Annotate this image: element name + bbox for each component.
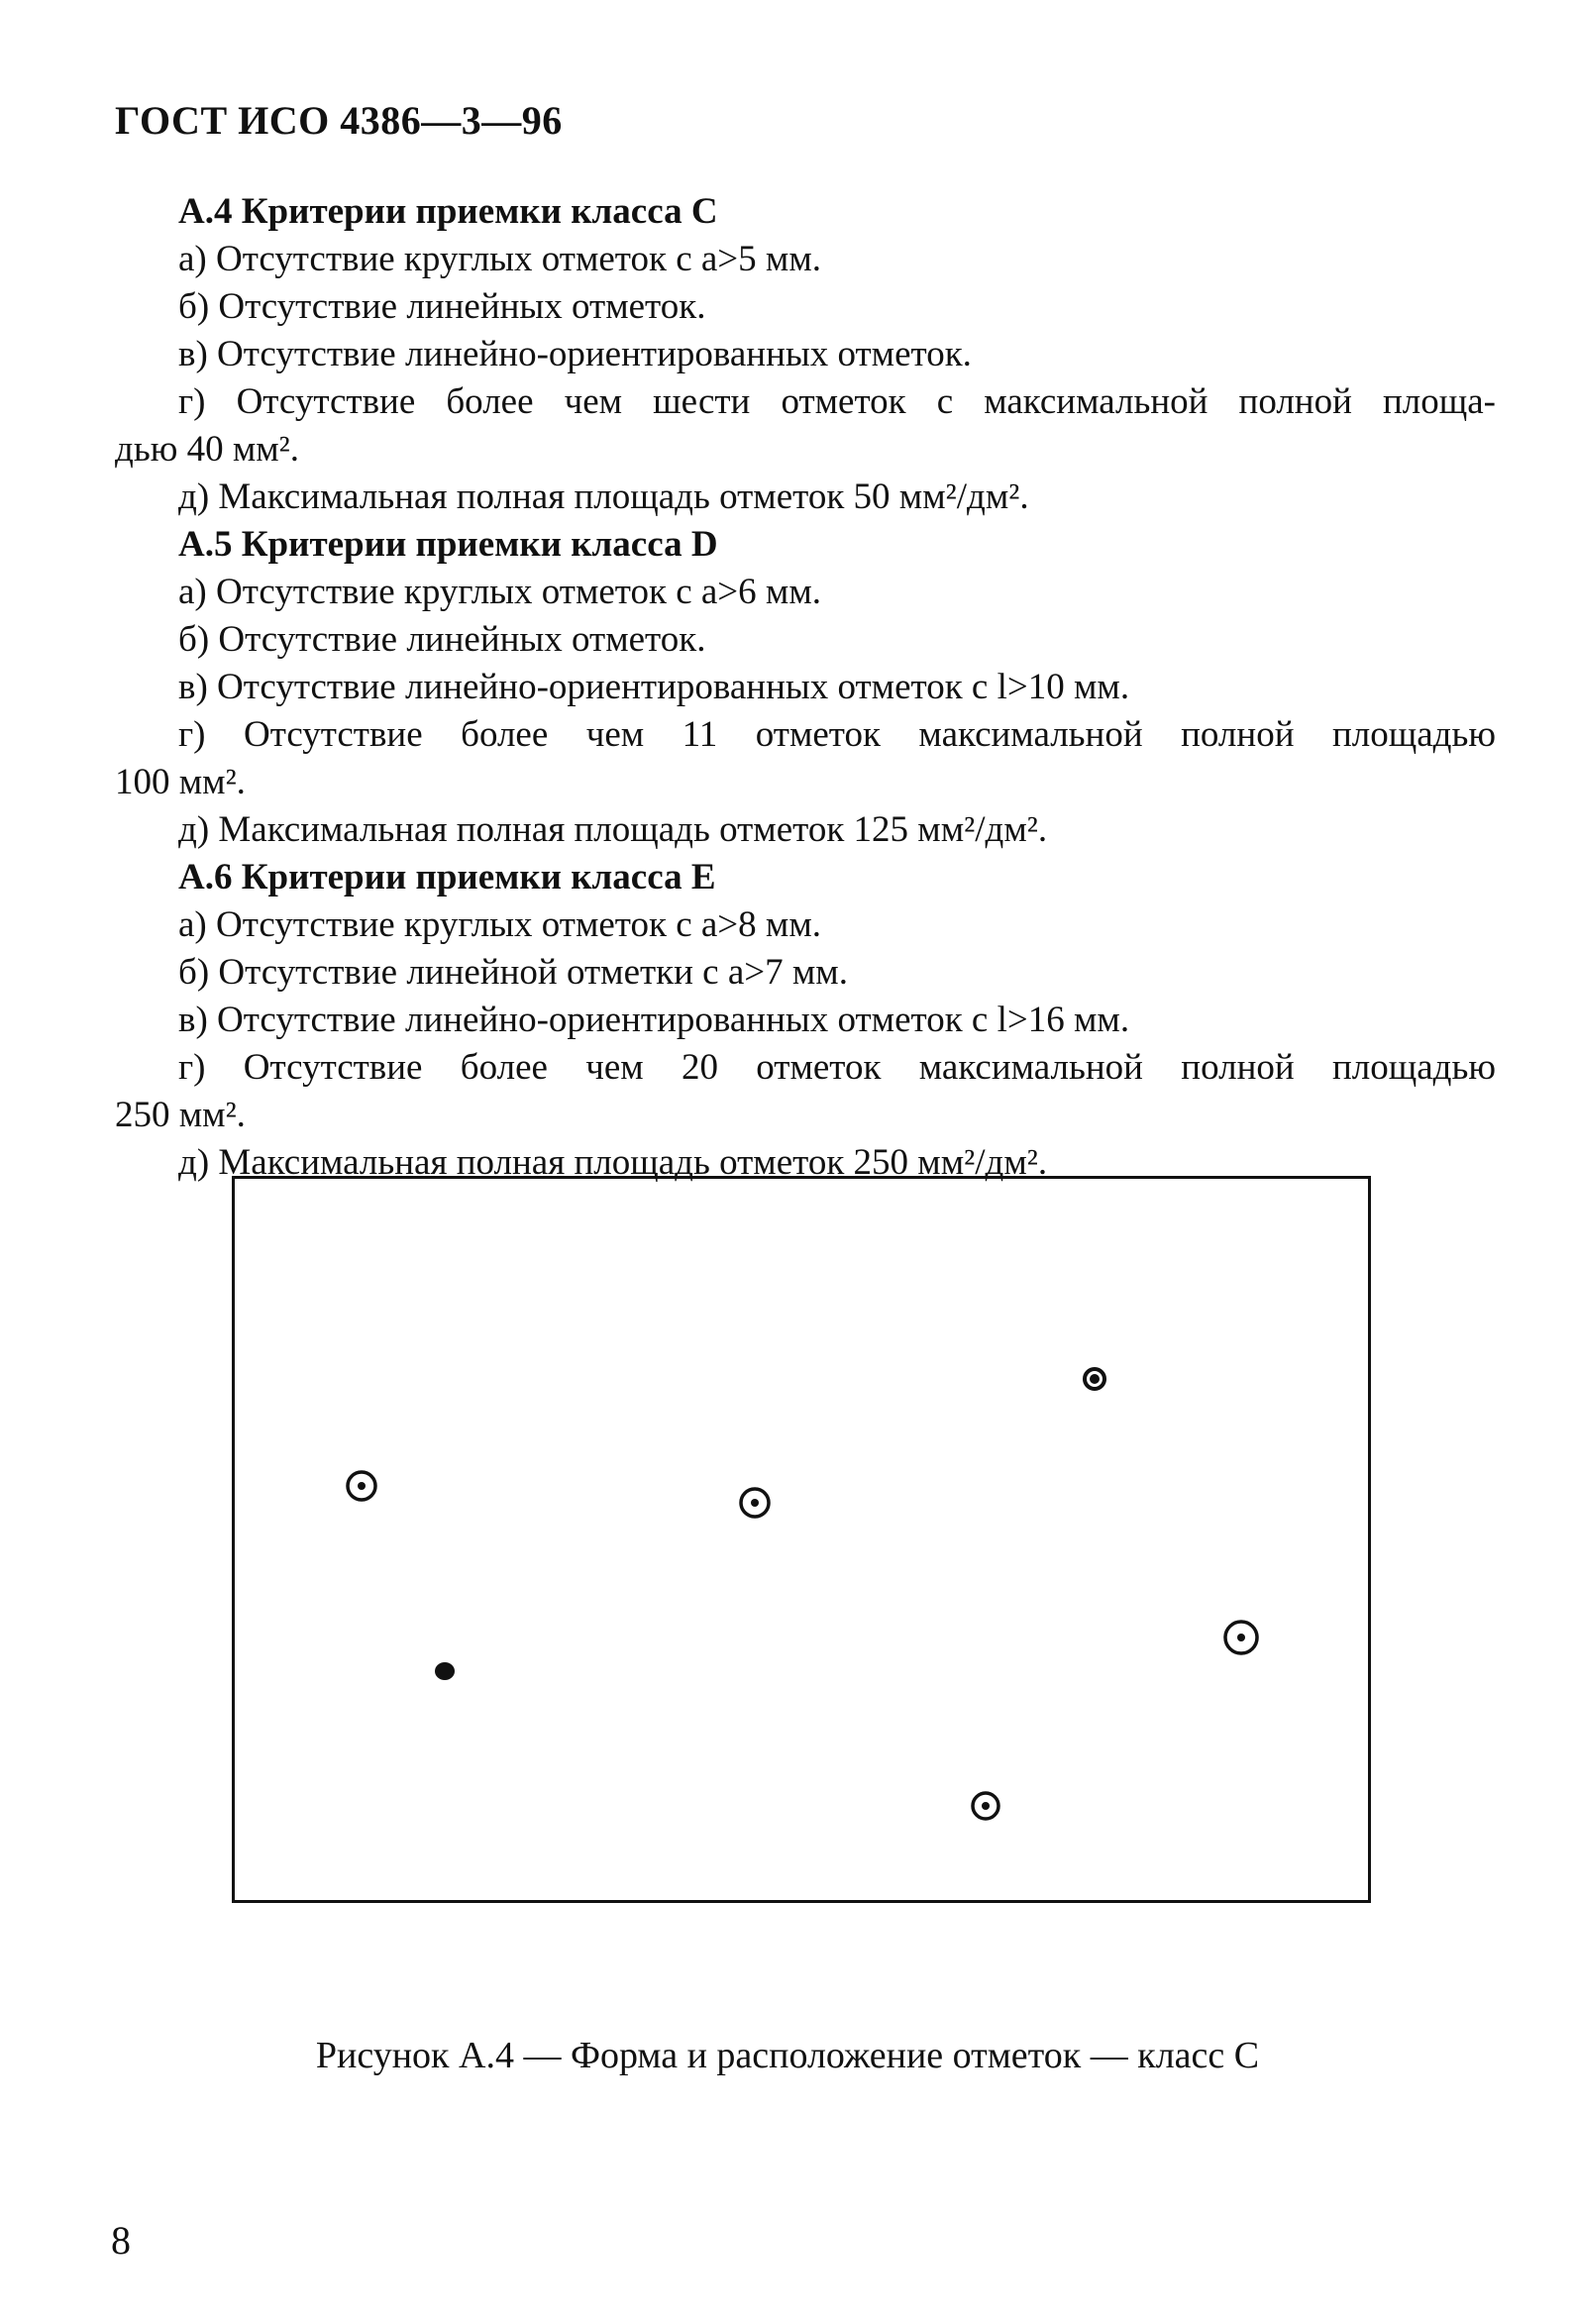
list-item: а) Отсутствие круглых отметок с a>6 мм.: [178, 572, 821, 612]
document-body: [115, 188, 1496, 1187]
page-number: 8: [111, 2218, 131, 2263]
list-item-continuation: 100 мм².: [115, 762, 246, 802]
list-item: а) Отсутствие круглых отметок с a>5 мм.: [178, 239, 821, 279]
figure-caption: Рисунок А.4 — Форма и расположение отметок — класс С: [315, 2035, 1260, 2076]
list-item: д) Максимальная полная площадь отметок 250 мм²/дм².: [178, 1142, 1048, 1183]
marks-diagram: [235, 1179, 1368, 1900]
circular-mark-icon: [741, 1489, 769, 1517]
list-item: г) Отсутствие более чем 11 отметок максимальной полной площадью: [178, 714, 1496, 755]
list-item: б) Отсутствие линейных отметок.: [178, 286, 706, 327]
list-item: б) Отсутствие линейной отметки с a>7 мм.: [178, 952, 848, 993]
figure-frame: [232, 1176, 1371, 1903]
list-item: в) Отсутствие линейно-ориентированных отметок.: [178, 334, 972, 374]
list-item: д) Максимальная полная площадь отметок 125 мм²/дм².: [178, 809, 1048, 850]
circular-mark-icon: [1225, 1622, 1257, 1653]
document-header: ГОСТ ИСО 4386—3—96: [115, 98, 563, 143]
list-item: г) Отсутствие более чем шести отметок с максимальной полной площа-: [178, 381, 1496, 422]
section-title-a5: А.5 Критерии приемки класса D: [178, 524, 718, 565]
circular-mark-icon: [348, 1472, 375, 1500]
section-title-a6: А.6 Критерии приемки класса Е: [178, 857, 716, 898]
list-item: б) Отсутствие линейных отметок.: [178, 619, 706, 660]
list-item-continuation: дью 40 мм².: [115, 429, 300, 470]
list-item: в) Отсутствие линейно-ориентированных отметок с l>10 мм.: [178, 667, 1130, 707]
list-item: д) Максимальная полная площадь отметок 50 мм²/дм².: [178, 476, 1029, 517]
circular-mark-icon: [1085, 1369, 1104, 1389]
list-item: в) Отсутствие линейно-ориентированных отметок с l>16 мм.: [178, 1000, 1130, 1040]
list-item: а) Отсутствие круглых отметок с a>8 мм.: [178, 904, 821, 945]
solid-mark-icon: [435, 1662, 455, 1680]
list-item-continuation: 250 мм².: [115, 1095, 246, 1135]
section-title-a4: А.4 Критерии приемки класса С: [178, 191, 718, 232]
circular-mark-icon: [973, 1793, 998, 1819]
list-item: г) Отсутствие более чем 20 отметок максимальной полной площадью: [178, 1047, 1496, 1088]
